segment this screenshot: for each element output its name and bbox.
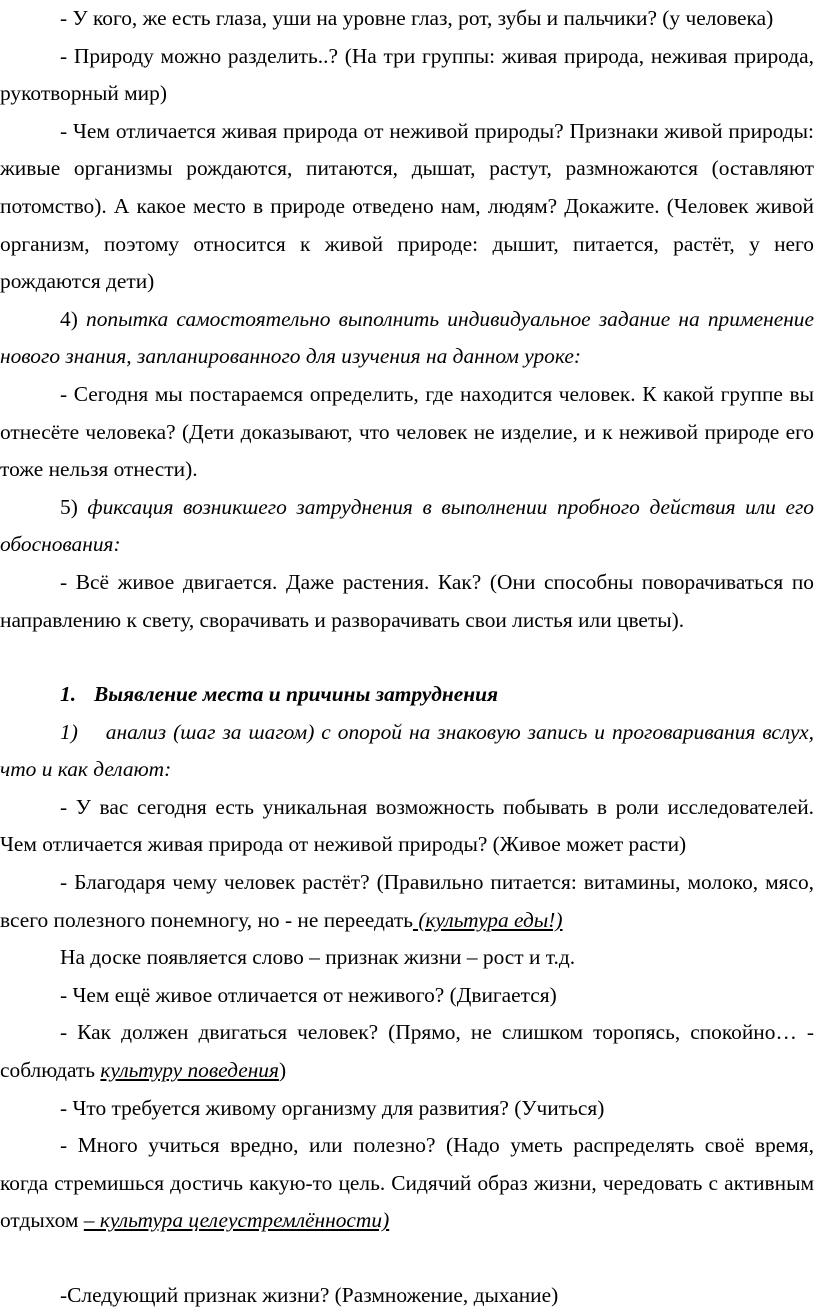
behavior-culture-emphasis: культуру поведения bbox=[100, 1058, 279, 1083]
paragraph-movement: - Чем ещё живое отличается от неживого? (Двигается) bbox=[60, 982, 557, 1007]
how-move-text: - Как должен двигаться человек? (Прямо, не слишком торопясь, спокойно… - соблюдать bbox=[0, 1020, 814, 1083]
step-5-text: фиксация возникшего затруднения в выполнении пробного действия или его обоснования: bbox=[0, 494, 814, 557]
step-4-text: попытка самостоятельно выполнить индивидуальное задание на применение нового знания, запланированного для изучения на данном уроке: bbox=[0, 306, 815, 369]
paragraph-analysis-step: 1) анализ (шаг за шагом) с опорой на знаковую запись и проговаривания вслух, что и как делают: bbox=[0, 719, 814, 782]
paragraph-board-word: На доске появляется слово – признак жизни – рост и т.д. bbox=[60, 945, 576, 970]
paragraph-study bbox=[0, 1127, 816, 1240]
paragraph-living-nature: - Чем отличается живая природа от неживой природы? Признаки живой природы: живые организмы рождаются, питаются, дышат, растут, размножаются (оставляют потомство). А какое место в природе отведено нам, людям? Докажите. (Человек живой организм, поэтому относится к живой природе: дышит, питается, растёт, у него рождаются дети) bbox=[0, 118, 814, 294]
how-move-end: ) bbox=[278, 1058, 287, 1083]
purpose-culture-emphasis: – культура целеустремлённости) bbox=[83, 1208, 390, 1233]
blank-line bbox=[0, 1240, 816, 1277]
paragraph-everything-moves: - Всё живое двигается. Даже растения. Как? (Они способны поворачиваться по направлению к свету, сворачивать и разворачивать свои листья или цветы). bbox=[0, 569, 814, 632]
section-heading-text: Выявление места и причины затруднения bbox=[94, 682, 499, 707]
paragraph-nature-groups: - Природу можно разделить..? (На три группы: живая природа, неживая природа, рукотворный мир) bbox=[0, 43, 814, 106]
paragraph-development: - Что требуется живому организму для развития? (Учиться) bbox=[60, 1095, 605, 1120]
paragraph-step-4 bbox=[0, 301, 816, 376]
step-5-number: 5) bbox=[60, 494, 88, 519]
paragraph-researchers: - У вас сегодня есть уникальная возможность побывать в роли исследователей. Чем отличается живая природа от неживой природы? (Живое может расти) bbox=[0, 794, 814, 857]
paragraph-how-move bbox=[0, 1014, 816, 1089]
paragraph-next-sign: -Следующий признак жизни? (Размножение, дыхание) bbox=[60, 1283, 559, 1307]
blank-line bbox=[0, 639, 816, 676]
paragraph-step-5 bbox=[0, 489, 816, 564]
food-culture-emphasis: (культура еды!) bbox=[412, 907, 563, 932]
section-heading bbox=[0, 676, 816, 714]
study-text: - Много учиться вредно, или полезно? (Надо уметь распределять своё время, когда стремишься достичь какую-то цель. Сидячий образ жизни, чередовать с активным отдыхом bbox=[0, 1133, 814, 1233]
paragraph-question-who: - У кого, же есть глаза, уши на уровне глаз, рот, зубы и пальчики? (у человека) bbox=[60, 6, 774, 30]
paragraph-growth bbox=[0, 864, 816, 939]
step-4-number: 4) bbox=[60, 306, 87, 331]
growth-text: - Благодаря чему человек растёт? (Правильно питается: витамины, молоко, мясо, всего полезного понемногу, но - не переедать bbox=[0, 870, 814, 932]
paragraph-define-human: - Сегодня мы постараемся определить, где находится человек. К какой группе вы отнесёте человека? (Дети доказывают, что человек не изделие, и к неживой природе его тоже нельзя отнести). bbox=[0, 381, 814, 482]
section-heading-number: 1. bbox=[60, 682, 77, 707]
